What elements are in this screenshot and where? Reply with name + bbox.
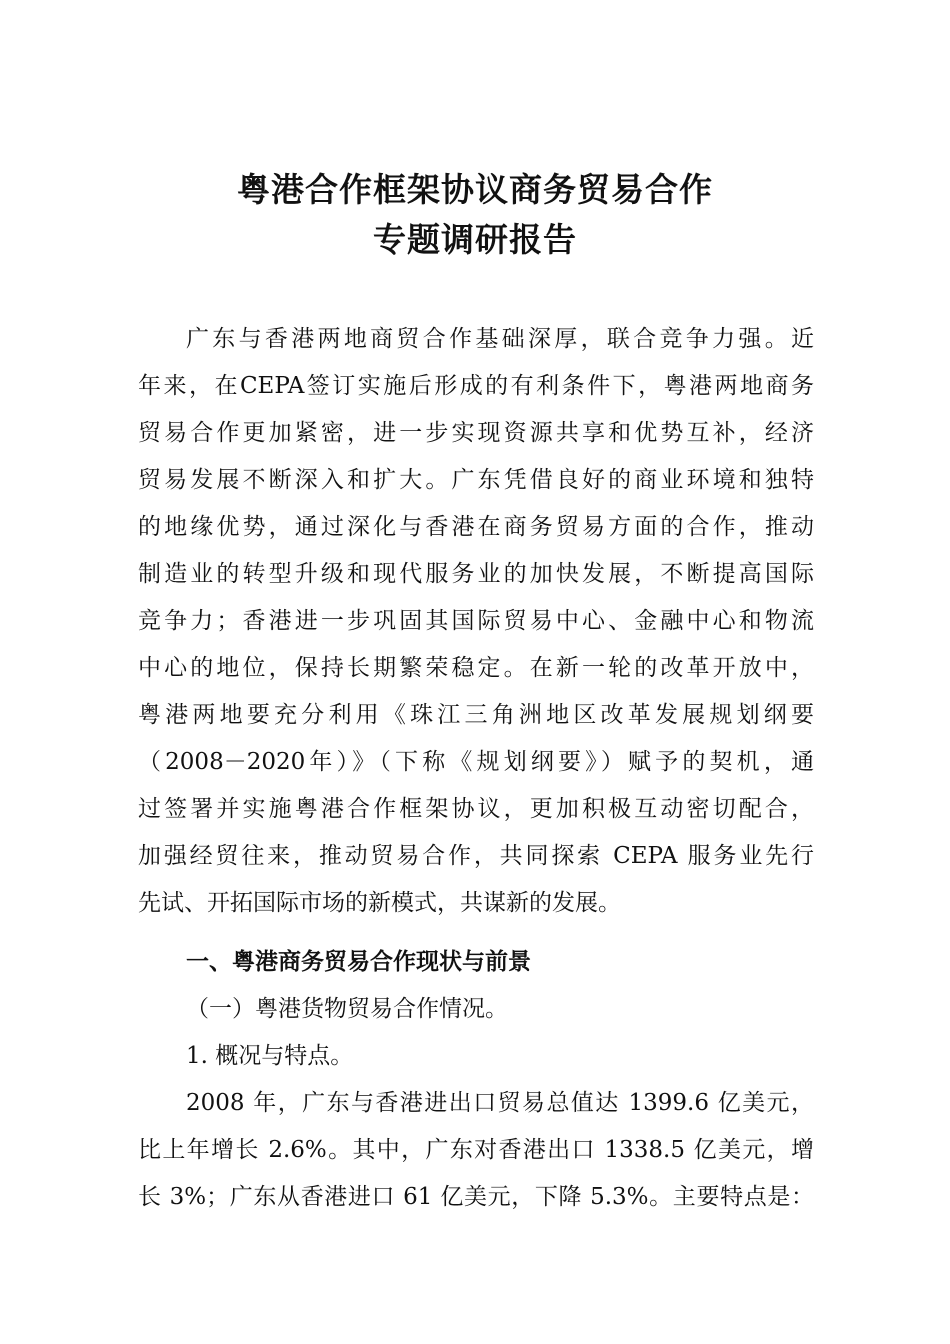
intro-paragraph-line: 先试、开拓国际市场的新模式，共谋新的发展。 [138,890,621,916]
intro-paragraph-line: （2008－2020年）》（下称《规划纲要》）赋予的契机，通 [138,749,814,775]
intro-paragraph-line: 竞争力；香港进一步巩固其国际贸易中心、金融中心和物流 [138,608,814,634]
intro-paragraph-line: 加强经贸往来，推动贸易合作，共同探索 CEPA 服务业先行 [138,843,814,869]
numbered-item-heading: 1. 概况与特点。 [186,1043,354,1069]
subsection-heading: （一）粤港货物贸易合作情况。 [186,996,508,1022]
intro-paragraph-line: 过签署并实施粤港合作框架协议，更加积极互动密切配合， [138,796,814,822]
trade-paragraph-line: 比上年增长 2.6%。其中，广东对香港出口 1338.5 亿美元，增 [138,1137,814,1163]
trade-paragraph-line: 2008 年，广东与香港进出口贸易总值达 1399.6 亿美元， [186,1090,814,1116]
document-title-line-1: 粤港合作框架协议商务贸易合作 [237,170,713,209]
trade-paragraph-line: 长 3%；广东从香港进口 61 亿美元，下降 5.3%。主要特点是： [138,1184,814,1210]
intro-paragraph-line: 贸易合作更加紧密，进一步实现资源共享和优势互补，经济 [138,420,814,446]
section-heading: 一、粤港商务贸易合作现状与前景 [186,949,531,975]
intro-paragraph-line: 贸易发展不断深入和扩大。广东凭借良好的商业环境和独特 [138,467,814,493]
intro-paragraph-line: 的地缘优势，通过深化与香港在商务贸易方面的合作，推动 [138,514,814,540]
intro-paragraph-line: 中心的地位，保持长期繁荣稳定。在新一轮的改革开放中， [138,655,814,681]
intro-paragraph-line: 广东与香港两地商贸合作基础深厚，联合竞争力强。近 [186,326,814,352]
document-title-line-2: 专题调研报告 [373,220,577,259]
intro-paragraph-line: 制造业的转型升级和现代服务业的加快发展，不断提高国际 [138,561,814,587]
intro-paragraph-line: 年来，在CEPA签订实施后形成的有利条件下，粤港两地商务 [138,373,814,399]
intro-paragraph-line: 粤港两地要充分利用《珠江三角洲地区改革发展规划纲要 [138,702,814,728]
